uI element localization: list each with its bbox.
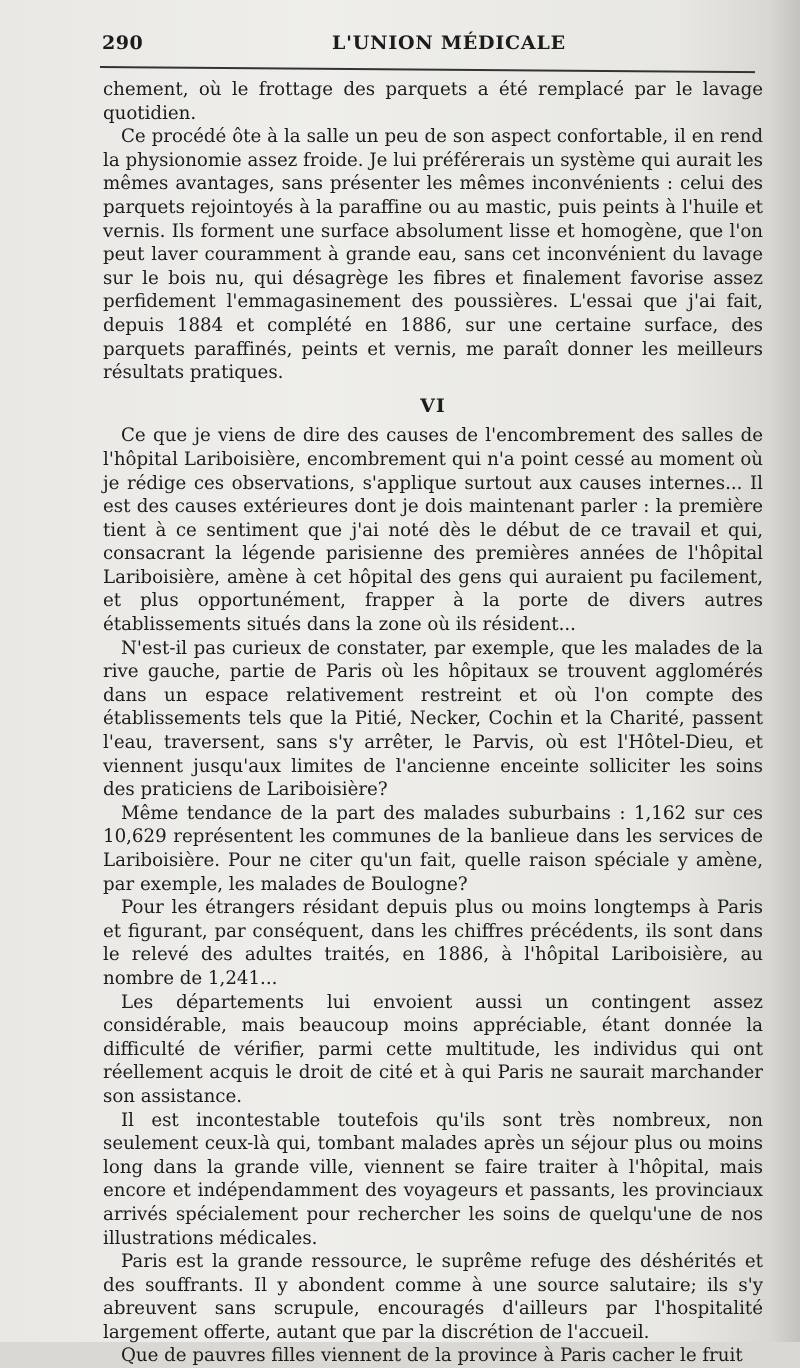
- running-head: L'UNION MÉDICALE: [332, 32, 566, 54]
- paragraph: Pour les étrangers résidant depuis plus ou moins longtemps à Paris et figurant, par conséquent, dans les chiffres précédents, ils sont dans le relevé des adultes traités, en 1886, à l'hôpital Lariboisière, au nombre de 1,241...: [103, 897, 763, 989]
- paragraph: N'est-il pas curieux de constater, par exemple, que les malades de la rive gauche, partie de Paris où les hôpitaux se trouvent agglomérés dans un espace relativement restreint et où l'on compte des établissements tels que la Pitié, Necker, Cochin et la Charité, passent l'eau, traversent, sans s'y arrêter, le Parvis, où est l'Hôtel-Dieu, et viennent jusqu'aux limites de l'ancienne enceinte solliciter les soins des praticiens de Lariboisière?: [103, 637, 763, 801]
- page-number: 290: [102, 32, 144, 54]
- paragraph: Ce que je viens de dire des causes de l'encombrement des salles de l'hôpital Lariboisière, encombrement qui n'a point cessé au moment où je rédige ces observations, s'applique surtout aux causes internes... Il est des causes extérieures dont je dois maintenant parler : la première tient à ce sentiment que j'ai noté dès le début de ce travail et qui, consacrant la légende parisienne des premières années de l'hôpital Lariboisière, amène à cet hôpital des gens qui auraient pu facilement, et plus opportunément, frapper à la porte de divers autres établissements situés dans la zone où ils résident...: [103, 425, 763, 636]
- paragraph: Ce procédé ôte à la salle un peu de son aspect confortable, il en rend la physionomie assez froide. Je lui préférerais un système qui aurait les mêmes avantages, sans présenter les mêmes inconvénients : celui des parquets rejointoyés à la paraffine ou au mastic, puis peints à l'huile et vernis. Ils forment une surface absolument lisse et homogène, que l'on peut laver couramment à grande eau, sans cet inconvénient du lavage sur le bois nu, qui désagrège les fibres et finalement favorise assez perfidement l'emmagasinement des poussières. L'essai que j'ai fait, depuis 1884 et complété en 1886, sur une certaine surface, des parquets paraffinés, peints et vernis, me paraît donner les meilleurs résultats pratiques.: [103, 126, 763, 384]
- paragraph: Il est incontestable toutefois qu'ils sont très nombreux, non seulement ceux-là qui, tombant malades après un séjour plus ou moins long dans la grande ville, viennent se faire traiter à l'hôpital, mais encore et indépendamment des voyageurs et passants, les provinciaux arrivés spécialement pour rechercher les soins de quelqu'une de nos illustrations médicales.: [103, 1109, 763, 1249]
- paragraph: Que de pauvres filles viennent de la province à Paris cacher le fruit: [121, 1345, 743, 1367]
- paragraph: Les départements lui envoient aussi un contingent assez considérable, mais beaucoup moins appréciable, étant donnée la difficulté de vérifier, parmi cette multitude, les individus qui ont réellement acquis le droit de cité et à qui Paris ne saurait marchander son assistance.: [103, 991, 763, 1107]
- page-header: [102, 30, 754, 64]
- paragraph: chement, où le frottage des parquets a été remplacé par le lavage quotidien.: [103, 79, 763, 124]
- paragraph: Paris est la grande ressource, le suprême refuge des déshérités et des souffrants. Il y abondent comme à une source salutaire; ils s'y abreuvent sans scrupule, encouragés d'ailleurs par l'hospitalité largement offerte, autant que par la discrétion de l'accueil.: [103, 1251, 763, 1343]
- paragraph: Même tendance de la part des malades suburbains : 1,162 sur ces 10,629 représentent les communes de la banlieue dans les services de Lariboisière. Pour ne citer qu'un fait, quelle raison spéciale y amène, par exemple, les malades de Boulogne?: [103, 802, 763, 895]
- section-heading: VI: [420, 394, 446, 417]
- body-text: [103, 78, 763, 1368]
- header-rule: [100, 66, 755, 73]
- page-fold-shadow: [770, 0, 800, 1342]
